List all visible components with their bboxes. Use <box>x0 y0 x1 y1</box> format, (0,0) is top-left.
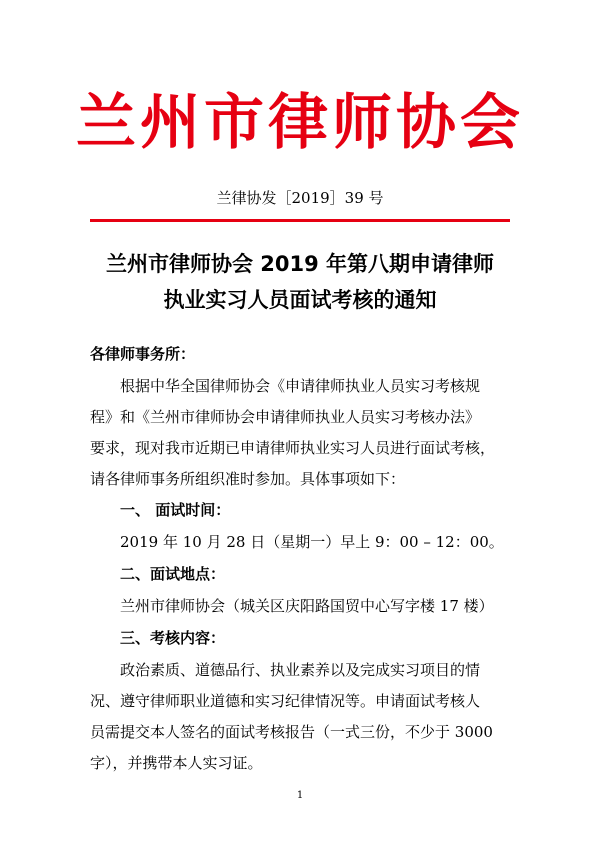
page-number: 1 <box>296 790 304 801</box>
intro-line-4: 请各律师事务所组织准时参加。具体事项如下： <box>90 470 406 488</box>
intro-line-1: 根据中华全国律师协会《申请律师执业人员实习考核规 <box>120 377 481 395</box>
section-content-line-4: 字），并携带本人实习证。 <box>90 754 263 772</box>
organization-title: 兰州市律师协会 <box>76 88 524 158</box>
section-heading-content: 三、考核内容： <box>120 629 226 647</box>
section-time-value: 2019 年 10 月 28 日（星期一）早上 9：00 – 12：00。 <box>120 533 504 551</box>
section-heading-time: 一、 面试时间： <box>120 501 231 519</box>
salutation: 各律师事务所： <box>90 345 196 363</box>
notice-title <box>0 246 600 318</box>
section-content-line-1: 政治素质、道德品行、执业素养以及完成实习项目的情 <box>120 661 481 679</box>
document-number: 兰律协发［2019］39 号 <box>216 189 384 207</box>
notice-title-line-2: 执业实习人员面试考核的通知 <box>163 288 437 312</box>
section-location-value: 兰州市律师协会（城关区庆阳路国贸中心写字楼 17 楼） <box>120 597 494 615</box>
intro-line-2: 程》和《兰州市律师协会申请律师执业人员实习考核办法》 <box>90 408 481 426</box>
red-divider <box>90 219 510 222</box>
section-heading-location: 二、面试地点： <box>120 565 226 583</box>
notice-title-line-1: 兰州市律师协会 2019 年第八期申请律师 <box>105 252 495 276</box>
intro-line-3: 要求，现对我市近期已申请律师执业实习人员进行面试考核， <box>90 439 496 457</box>
section-content-line-3: 员需提交本人签名的面试考核报告（一式三份，不少于 3000 <box>90 723 493 741</box>
section-content-line-2: 况、遵守律师职业道德和实习纪律情况等。申请面试考核人 <box>90 692 481 710</box>
